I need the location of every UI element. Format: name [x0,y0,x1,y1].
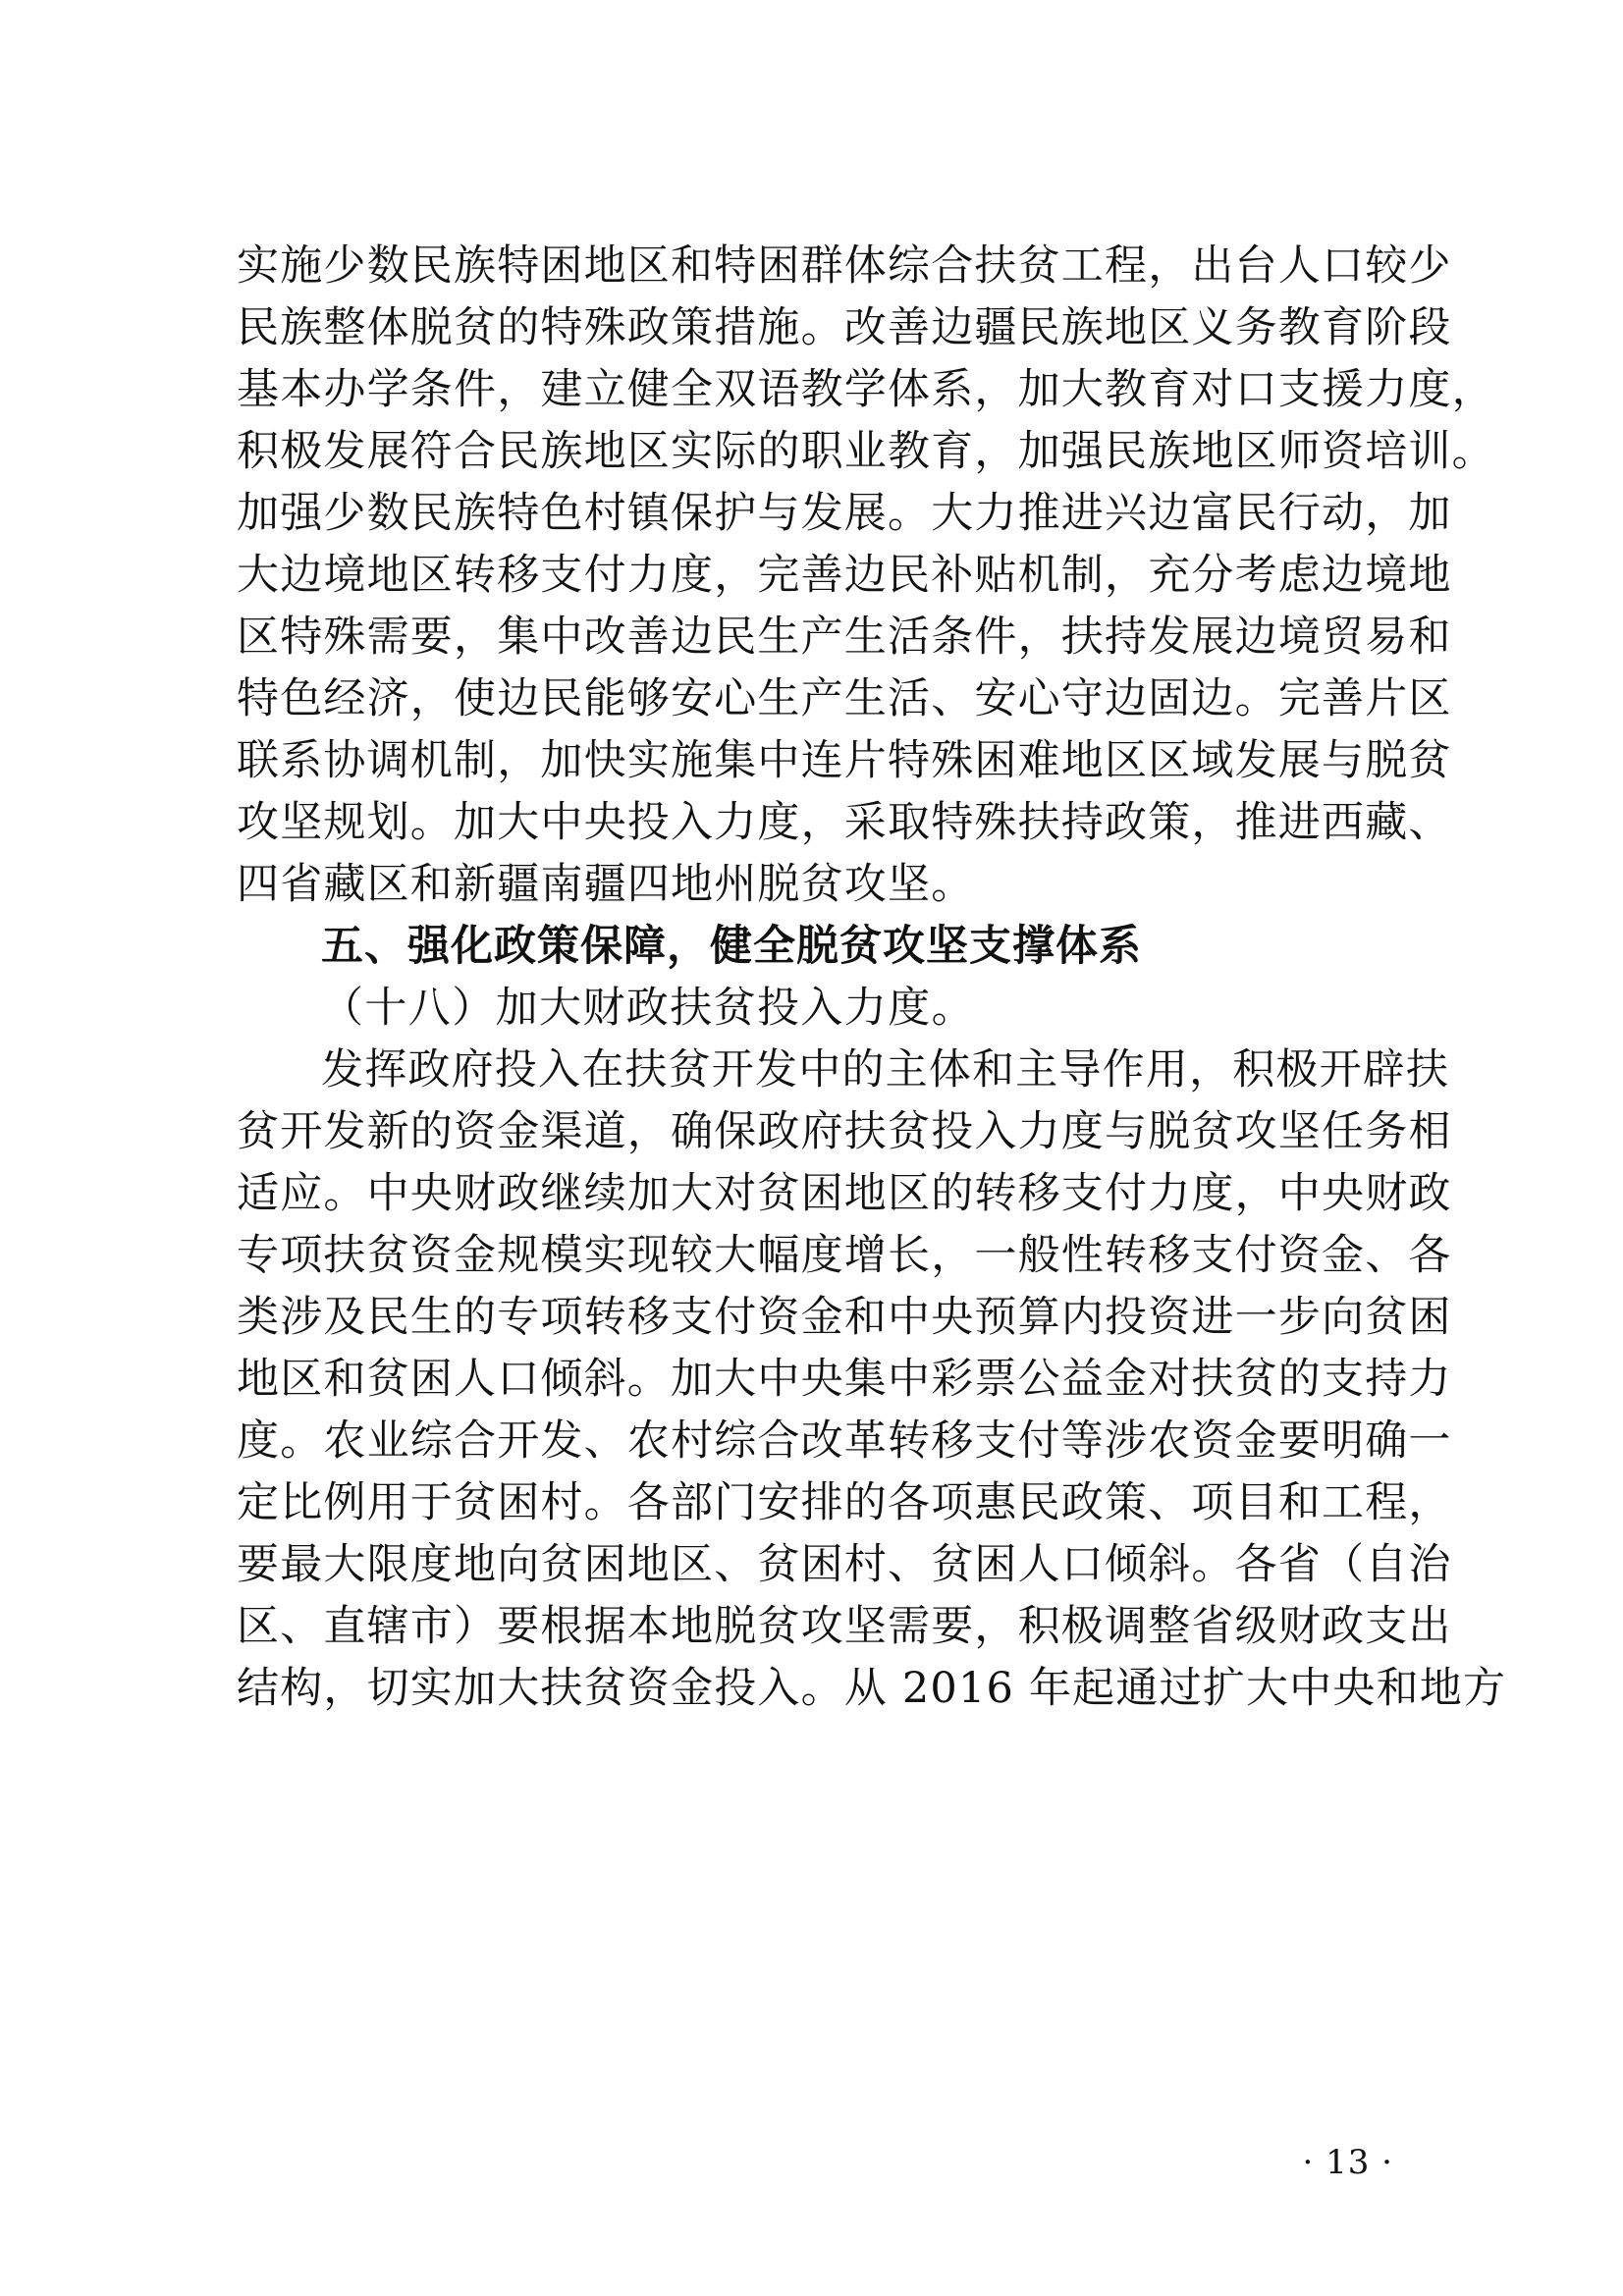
subsection-heading: （十八）加大财政扶贫投入力度。 [321,984,975,1033]
text-line: 发挥政府投入在扶贫开发中的主体和主导作用，积极开辟扶 [321,1045,1450,1095]
text-line: 结构，切实加大扶贫资金投入。从 2016 年起通过扩大中央和地方 [237,1664,1507,1713]
text-line: 民族整体脱贫的特殊政策措施。改善边疆民族地区义务教育阶段 [237,303,1452,352]
section-heading: 五、强化政策保障，健全脱贫攻坚支撑体系 [321,922,1142,971]
paragraph-2 [237,1040,1507,1720]
text-line: 实施少数民族特困地区和特困群体综合扶贫工程，出台人口较少 [237,241,1452,291]
text-line: 区特殊需要，集中改善边民生产生活条件，扶持发展边境贸易和 [237,613,1452,662]
text-line: 特色经济，使边民能够安心生产生活、安心守边固边。完善片区 [237,674,1452,723]
document-body [237,236,1507,1720]
text-line: 区、直辖市）要根据本地脱贫攻坚需要，积极调整省级财政支出 [237,1602,1452,1651]
text-line: 大边境地区转移支付力度，完善边民补贴机制，充分考虑边境地 [237,551,1452,600]
text-line: 地区和贫困人口倾斜。加大中央集中彩票公益金对扶贫的支持力 [237,1355,1452,1404]
text-line: 攻坚规划。加大中央投入力度，采取特殊扶持政策，推进西藏、 [237,798,1452,847]
text-line: 要最大限度地向贫困地区、贫困村、贫困人口倾斜。各省（自治 [237,1540,1452,1589]
text-line: 四省藏区和新疆南疆四地州脱贫攻坚。 [237,860,975,909]
page-number: · 13 · [1302,2143,1393,2182]
text-line: 定比例用于贫困村。各部门安排的各项惠民政策、项目和工程， [237,1478,1452,1527]
text-line: 专项扶贫资金规模实现较大幅度增长，一般性转移支付资金、各 [237,1231,1452,1280]
paragraph-1 [237,236,1495,916]
text-line: 加强少数民族特色村镇保护与发展。大力推进兴边富民行动，加 [237,489,1452,538]
text-line: 联系协调机制，加快实施集中连片特殊困难地区区域发展与脱贫 [237,736,1452,785]
text-line: 类涉及民生的专项转移支付资金和中央预算内投资进一步向贫困 [237,1293,1452,1342]
text-line: 度。农业综合开发、农村综合改革转移支付等涉农资金要明确一 [237,1416,1452,1466]
text-line: 适应。中央财政继续加大对贫困地区的转移支付力度，中央财政 [237,1169,1452,1218]
text-line: 积极发展符合民族地区实际的职业教育，加强民族地区师资培训。 [237,427,1495,476]
text-line: 基本办学条件，建立健全双语教学体系，加大教育对口支援力度， [237,365,1495,414]
text-line: 贫开发新的资金渠道，确保政府扶贫投入力度与脱贫攻坚任务相 [237,1107,1452,1156]
